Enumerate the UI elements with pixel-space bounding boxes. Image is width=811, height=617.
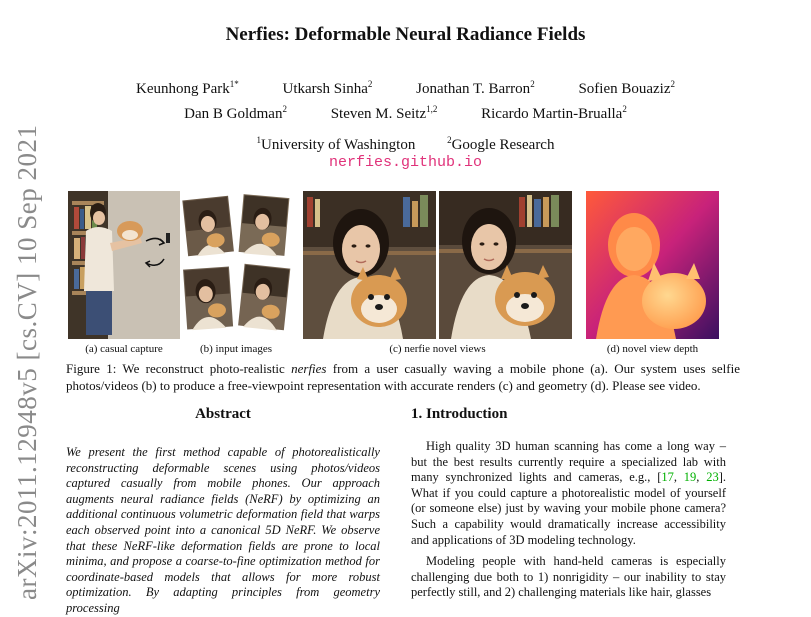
intro-heading: 1. Introduction bbox=[411, 406, 508, 422]
figure-caption: Figure 1: We reconstruct photo-realistic nerfies from a user casually waving a mobile phone (a). Our system uses selfie photos/videos (b) to produce a free-viewpoint representation with accurate renders (c) and geometry (d). Please see video. bbox=[66, 361, 741, 393]
author: Jonathan T. Barron$^2$ bbox=[416, 79, 535, 97]
affiliation: $^1$University of Washington bbox=[256, 135, 416, 153]
figure-d-depth-image bbox=[586, 191, 719, 339]
author-row-1 bbox=[0, 79, 811, 98]
author: Sofien Bouaziz$^2$ bbox=[578, 79, 675, 97]
citation-link[interactable]: 23 bbox=[706, 470, 719, 485]
citation-link[interactable]: 19 bbox=[683, 470, 697, 485]
figure-b-label: (b) input images bbox=[199, 343, 273, 355]
figure-c-novel-view-1 bbox=[303, 191, 436, 339]
author: Utkarsh Sinha$^2$ bbox=[282, 79, 373, 97]
intro-body bbox=[411, 439, 726, 601]
intro-paragraph-2: Modeling people with hand-held cameras is especially challenging due both to 1) nonrigidity – our inability to stay perfectly still, and 2) challenging materials like hair, glasses bbox=[411, 554, 726, 600]
figure-a-label: (a) casual capture bbox=[85, 343, 163, 355]
paper-title: Nerfies: Deformable Neural Radiance Fields bbox=[225, 24, 586, 45]
citation-link[interactable]: 17 bbox=[661, 470, 674, 485]
project-url-link[interactable]: nerfies.github.io bbox=[328, 154, 483, 171]
affiliation: $^2$Google Research bbox=[447, 135, 555, 153]
figure-b-input-images bbox=[180, 191, 292, 339]
arxiv-stamp: arXiv:2011.12948v5 [cs.CV] 10 Sep 2021 bbox=[12, 124, 42, 600]
figure-c-label: (c) nerfie novel views bbox=[389, 343, 486, 355]
author: Keunhong Park$^{1*}$ bbox=[136, 79, 239, 97]
figure-d-label: (d) novel view depth bbox=[606, 343, 699, 355]
author: Ricardo Martin-Brualla$^2$ bbox=[481, 104, 627, 122]
author: Dan B Goldman$^2$ bbox=[184, 104, 287, 122]
abstract-text: We present the first method capable of photorealistically reconstructing deformable scenes using photos/videos captured casually from mobile phones. Our approach augments neural radiance fields (NeRF) by optimizing an additional continuous volumetric deformation field that warps each observed point into a canonical 5D NeRF. We observe that these NeRF-like deformation fields are prone to local minima, and propose a coarse-to-fine optimization method for coordinate-based models that allows for more robust optimization. By adapting principles from geometry processing bbox=[66, 445, 380, 615]
author-row-2 bbox=[0, 104, 811, 123]
intro-paragraph-1: High quality 3D human scanning has come a long way – but the best results currently require a specialized lab with many synchronized lights and cameras, e.g., [17, 19, 23]. What if you could capture a photorealistic model of yourself (or someone else) just by waving your mobile phone camera? Such a capability would dramatically increase accessibility and applications of 3D modeling technology. bbox=[411, 439, 727, 547]
abstract-heading: Abstract bbox=[195, 406, 251, 422]
affiliations bbox=[0, 135, 811, 154]
figure-c-novel-view-2 bbox=[439, 191, 572, 339]
figure-a-casual-capture-image bbox=[68, 191, 180, 339]
author: Steven M. Seitz$^{1,2}$ bbox=[330, 104, 438, 122]
